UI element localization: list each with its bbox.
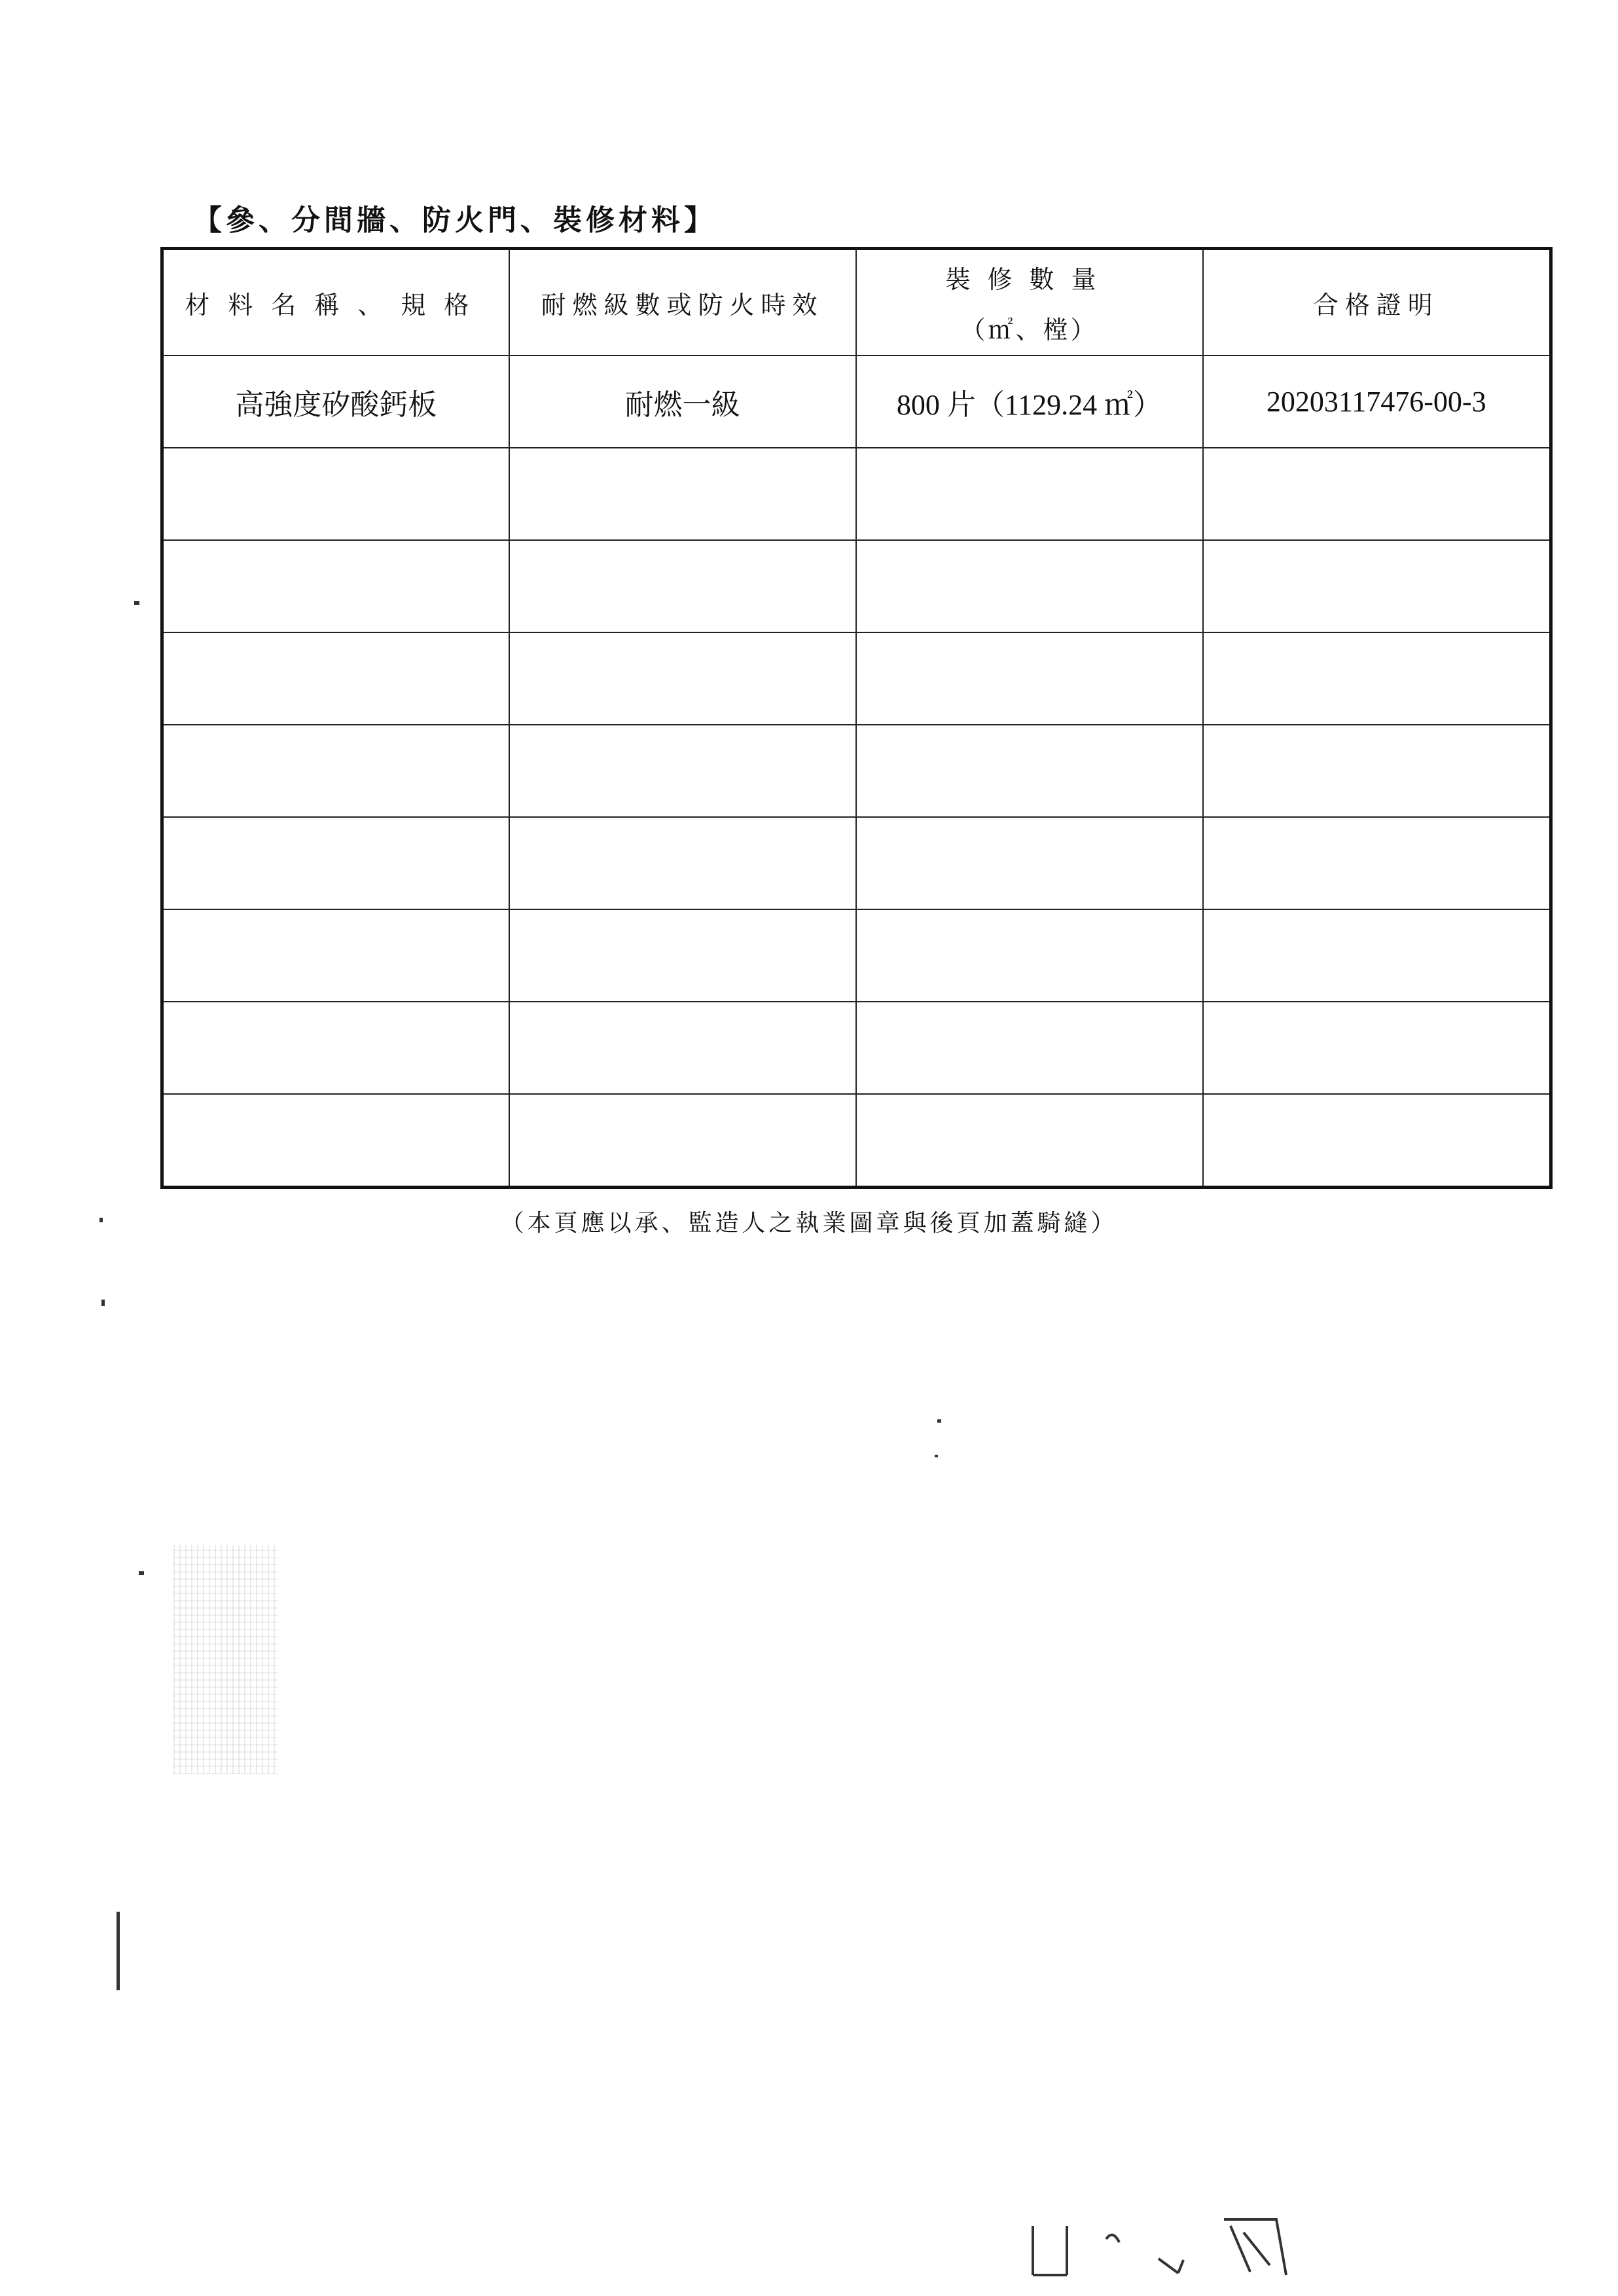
table-row bbox=[162, 1094, 1551, 1188]
cell-quantity bbox=[856, 540, 1203, 632]
scan-speck bbox=[101, 1300, 105, 1306]
header-certificate: 合格證明 bbox=[1203, 249, 1551, 356]
cell-fire-rating bbox=[509, 725, 856, 817]
table-row bbox=[162, 909, 1551, 1002]
cell-name-spec bbox=[162, 448, 509, 540]
cell-certificate: 20203117476-00-3 bbox=[1203, 355, 1551, 448]
cell-name-spec bbox=[162, 540, 509, 632]
materials-table bbox=[160, 247, 1553, 1189]
cell-fire-rating bbox=[509, 909, 856, 1002]
cell-name-spec bbox=[162, 1002, 509, 1094]
cell-quantity bbox=[856, 1002, 1203, 1094]
table-row bbox=[162, 725, 1551, 817]
cell-certificate bbox=[1203, 1002, 1551, 1094]
cell-fire-rating: 耐燃一級 bbox=[509, 355, 856, 448]
scan-speck bbox=[935, 1455, 938, 1457]
scan-speck bbox=[99, 1218, 103, 1222]
table-row bbox=[162, 448, 1551, 540]
cell-certificate bbox=[1203, 632, 1551, 725]
partial-seal-mark bbox=[1028, 2213, 1303, 2278]
cell-fire-rating bbox=[509, 1094, 856, 1188]
cell-certificate bbox=[1203, 817, 1551, 909]
header-quantity-unit: （㎡、樘） bbox=[960, 316, 1098, 344]
cell-name-spec: 高強度矽酸鈣板 bbox=[162, 355, 509, 448]
cell-quantity bbox=[856, 909, 1203, 1002]
seal-footnote: （本頁應以承、監造人之執業圖章與後頁加蓋騎縫） bbox=[500, 1210, 1118, 1237]
cell-name-spec bbox=[162, 725, 509, 817]
table-row bbox=[162, 1002, 1551, 1094]
cell-name-spec bbox=[162, 1094, 509, 1188]
scan-speck bbox=[134, 601, 139, 605]
cell-quantity bbox=[856, 632, 1203, 725]
cell-certificate bbox=[1203, 909, 1551, 1002]
cell-fire-rating bbox=[509, 817, 856, 909]
cell-fire-rating bbox=[509, 632, 856, 725]
header-name-spec: 材料名稱、規格 bbox=[162, 249, 509, 356]
scan-noise-patch bbox=[173, 1545, 278, 1774]
cell-quantity bbox=[856, 448, 1203, 540]
header-quantity-title: 裝修數量 bbox=[945, 265, 1113, 294]
cell-name-spec bbox=[162, 632, 509, 725]
scan-speck bbox=[139, 1571, 144, 1575]
cell-certificate bbox=[1203, 540, 1551, 632]
cell-name-spec bbox=[162, 817, 509, 909]
header-fire-rating: 耐燃級數或防火時效 bbox=[509, 249, 856, 356]
cell-certificate bbox=[1203, 1094, 1551, 1188]
table-row bbox=[162, 817, 1551, 909]
cell-certificate bbox=[1203, 725, 1551, 817]
cell-quantity bbox=[856, 817, 1203, 909]
cell-quantity: 800 片（1129.24 ㎡） bbox=[856, 355, 1203, 448]
scan-bracket-mark bbox=[117, 1912, 120, 1990]
table-row bbox=[162, 540, 1551, 632]
cell-fire-rating bbox=[509, 448, 856, 540]
cell-fire-rating bbox=[509, 1002, 856, 1094]
table-row bbox=[162, 632, 1551, 725]
cell-certificate bbox=[1203, 448, 1551, 540]
table-header-row bbox=[162, 249, 1551, 356]
cell-quantity bbox=[856, 1094, 1203, 1188]
section-heading: 【參、分間牆、防火門、裝修材料】 bbox=[193, 204, 717, 237]
table-row bbox=[162, 355, 1551, 448]
scan-speck bbox=[937, 1419, 941, 1423]
cell-quantity bbox=[856, 725, 1203, 817]
cell-fire-rating bbox=[509, 540, 856, 632]
cell-name-spec bbox=[162, 909, 509, 1002]
header-quantity bbox=[856, 249, 1203, 356]
